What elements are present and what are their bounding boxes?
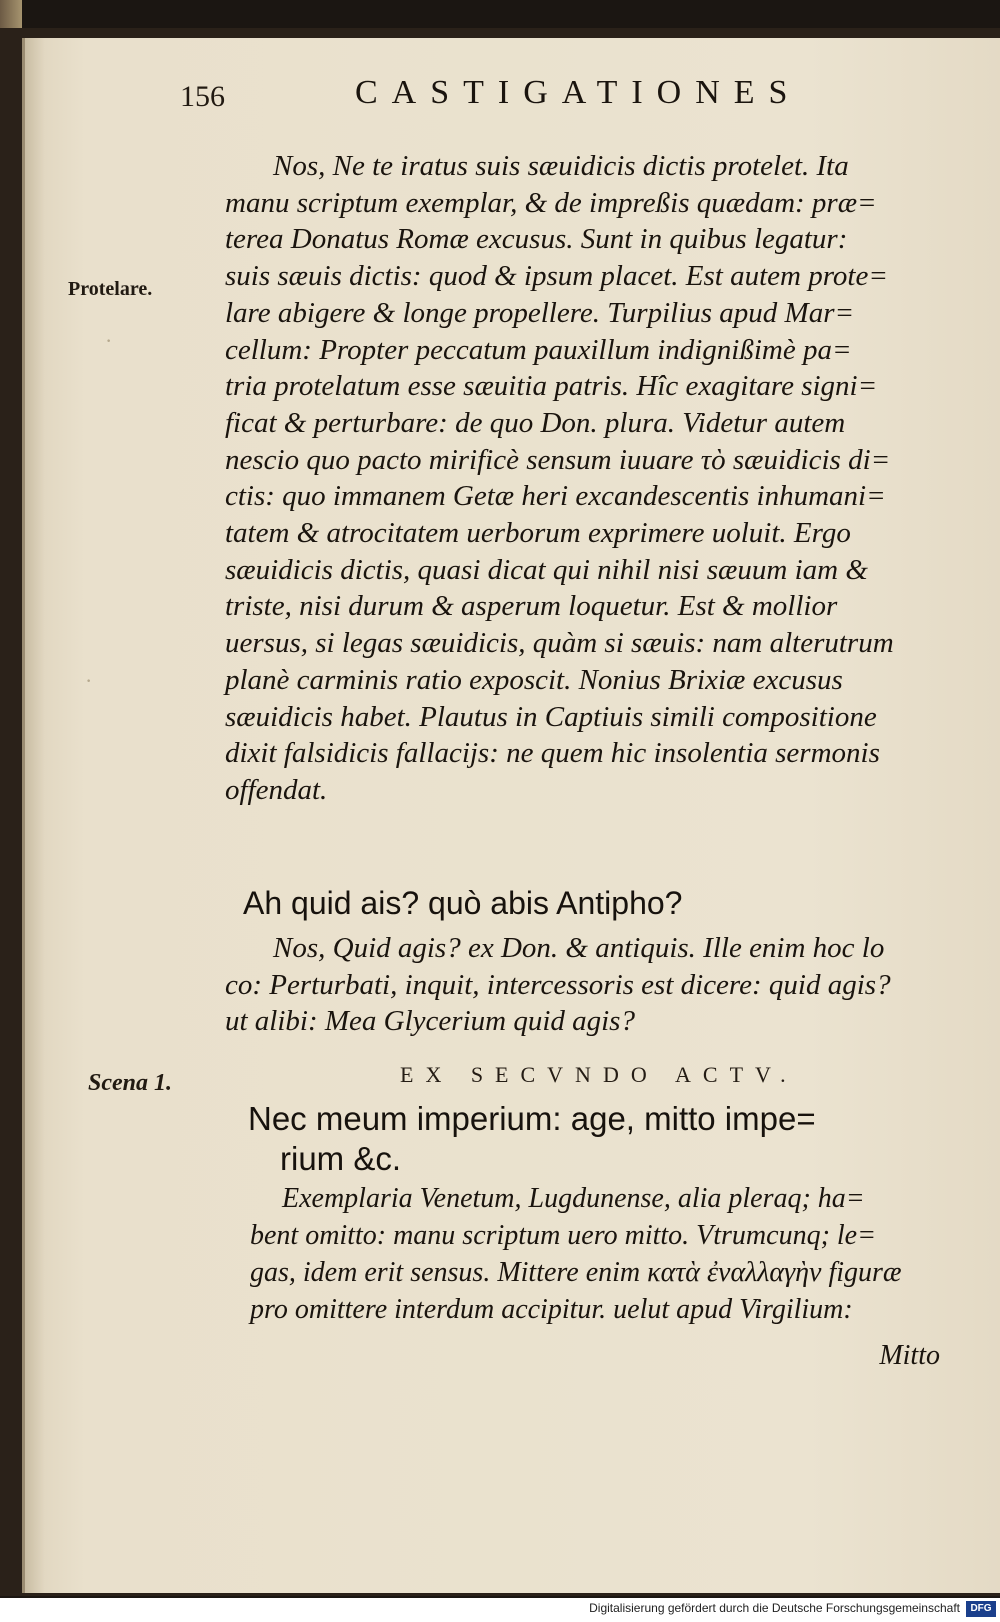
text-line: Exemplaria Venetum, Lugdunense, alia pleraq; ha= xyxy=(282,1183,865,1214)
commentary-block-1 xyxy=(225,148,955,809)
running-head: CASTIGATIONES xyxy=(355,74,802,111)
margin-note-scena: Scena 1. xyxy=(88,1070,172,1096)
text-line: Nos, Ne te iratus suis sæuidicis dictis protelet. Ita xyxy=(273,150,849,182)
text-line: cellum: Propter peccatum pauxillum indignißimè pa= xyxy=(225,333,852,366)
text-line: co: Perturbati, inquit, intercessoris est dicere: quid agis? xyxy=(225,968,891,1001)
text-line: pro omittere interdum accipitur. uelut apud Virgilium: xyxy=(250,1294,853,1325)
commentary-block-2 xyxy=(225,930,955,1040)
text-line: offendat. xyxy=(225,773,328,806)
funding-credit: Digitalisierung gefördert durch die Deutsche Forschungsgemeinschaft xyxy=(589,1601,960,1615)
text-line: lare abigere & longe propellere. Turpilius apud Mar= xyxy=(225,296,855,329)
commentary-block-3 xyxy=(250,1180,950,1328)
catchword: Mitto xyxy=(879,1340,940,1371)
bleed-through-mark: · xyxy=(85,668,93,693)
bleed-through-mark: · xyxy=(105,328,113,353)
text-line: gas, idem erit sensus. Mittere enim κατὰ ἐναλλαγὴν figuræ xyxy=(250,1257,902,1288)
text-line: tatem & atrocitatem uerborum exprimere uoluit. Ergo xyxy=(225,517,851,550)
verse-lemma-2-line-1: Nec meum imperium: age, mitto impe= xyxy=(248,1100,816,1137)
text-line: bent omitto: manu scriptum uero mitto. Vtrumcunq; le= xyxy=(250,1220,877,1251)
page-number: 156 xyxy=(180,80,225,113)
dfg-logo: DFG xyxy=(966,1601,996,1617)
text-line: nescio quo pacto mirificè sensum iuuare τὸ sæuidicis di= xyxy=(225,443,891,476)
text-line: ut alibi: Mea Glycerium quid agis? xyxy=(225,1005,635,1038)
text-line: planè carminis ratio exposcit. Nonius Brixiæ excusus xyxy=(225,663,843,696)
text-line: ctis: quo immanem Getæ heri excandescentis inhumani= xyxy=(225,480,886,513)
text-line: uersus, si legas sæuidicis, quàm si sæuis: nam alterutrum xyxy=(225,627,894,660)
margin-note-protelare: Protelare. xyxy=(68,278,153,300)
text-line: tria protelatum esse sæuitia patris. Hîc exagitare signi= xyxy=(225,370,878,403)
page-header xyxy=(160,72,930,112)
section-heading: EX SECVNDO ACTV. xyxy=(400,1062,798,1087)
digitization-footer xyxy=(0,1598,1000,1622)
text-line: suis sæuis dictis: quod & ipsum placet. Est autem prote= xyxy=(225,260,888,293)
text-line: dixit falsidicis fallacijs: ne quem hic insolentia sermonis xyxy=(225,737,880,770)
verse-lemma-2-line-2: rium &c. xyxy=(280,1140,402,1177)
text-line: triste, nisi durum & asperum loquetur. Est & mollior xyxy=(225,590,838,623)
text-line: manu scriptum exemplar, & de impreßis quædam: præ= xyxy=(225,186,877,219)
text-line: sæuidicis dictis, quasi dicat qui nihil nisi sæuum iam & xyxy=(225,553,868,586)
text-line: ficat & perturbare: de quo Don. plura. Videtur autem xyxy=(225,406,846,439)
text-line: sæuidicis habet. Plautus in Captiuis simili compositione xyxy=(225,700,877,733)
verse-lemma-1: Ah quid ais? quò abis Antipho? xyxy=(243,885,683,921)
text-line: terea Donatus Romæ excusus. Sunt in quibus legatur: xyxy=(225,223,848,256)
text-line: Nos, Quid agis? ex Don. & antiquis. Ille enim hoc lo xyxy=(273,932,885,964)
